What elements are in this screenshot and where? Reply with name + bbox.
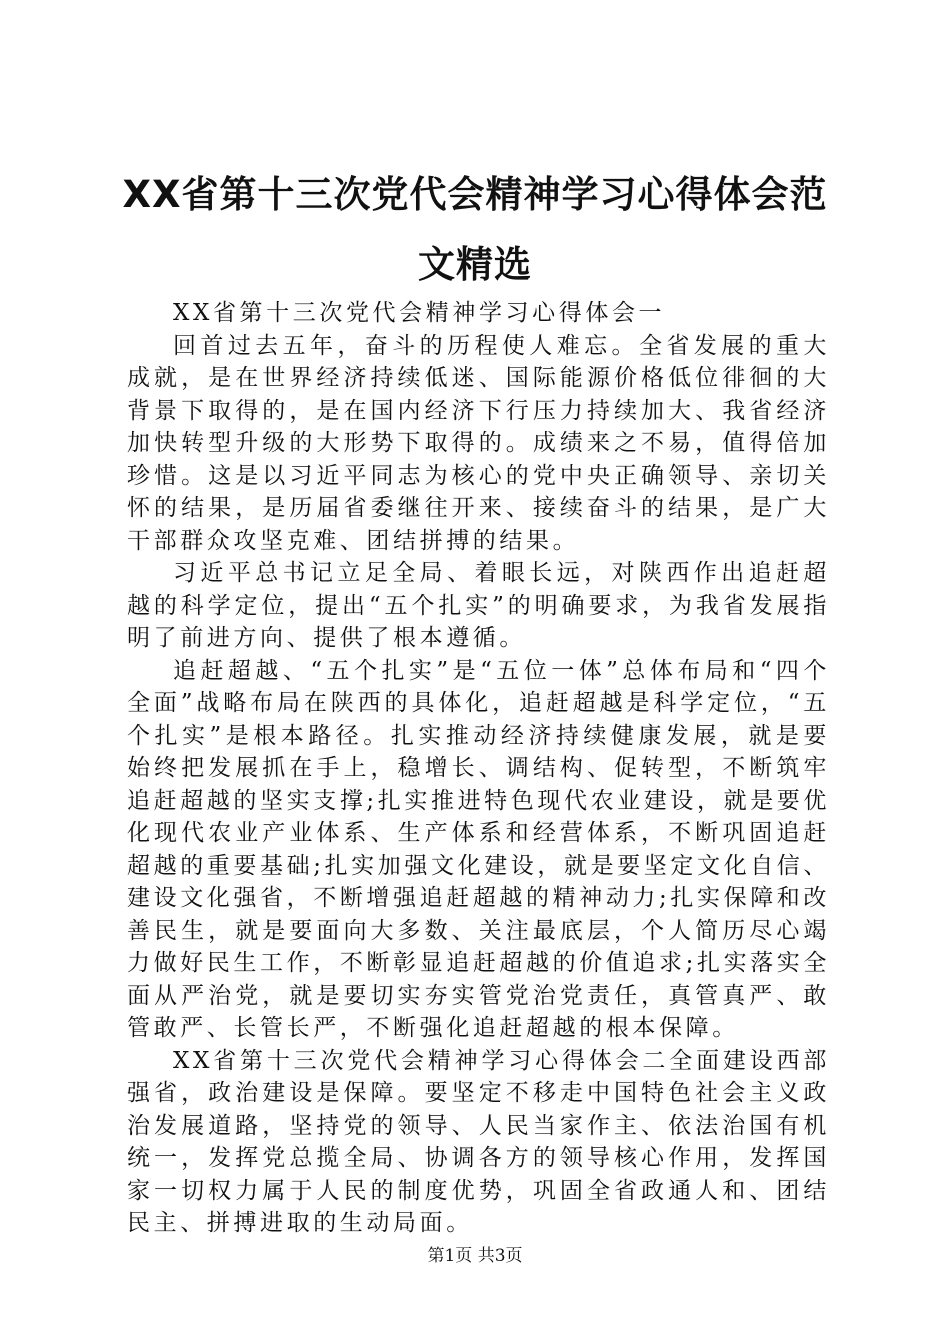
paragraph: XX省第十三次党代会精神学习心得体会二全面建设西部强省，政治建设是保障。要坚定不移走中国特色社会主义政治发展道路，坚持党的领导、人民当家作主、依法治国有机统一，发挥党总揽全局、协调各方的领导核心作用，发挥国家一切权力属于人民的制度优势，巩固全省政通人和、团结民主、拼搏进取的生动局面。 <box>127 1047 830 1236</box>
section-heading-1: XX省第十三次党代会精神学习心得体会一 <box>173 300 666 326</box>
paragraph: 追赶超越、“五个扎实”是“五位一体”总体布局和“四个全面”战略布局在陕西的具体化，追赶超越是科学定位，“五个扎实”是根本路径。扎实推动经济持续健康发展，就是要始终把发展抓在手上，稳增长、调结构、促转型，不断筑牢追赶超越的坚实支撑;扎实推进特色现代农业建设，就是要优化现代农业产业体系、生产体系和经营体系，不断巩固追赶超越的重要基础;扎实加强文化建设，就是要坚定文化自信、建设文化强省，不断增强追赶超越的精神动力;扎实保障和改善民生，就是要面向大多数、关注最底层，个人简历尽心竭力做好民生工作，不断彰显追赶超越的价值追求;扎实落实全面从严治党，就是要切实夯实管党治党责任，真管真严、敢管敢严、长管长严，不断强化追赶超越的根本保障。 <box>127 657 830 1041</box>
paragraph: 回首过去五年，奋斗的历程使人难忘。全省发展的重大成就，是在世界经济持续低迷、国际能源价格低位徘徊的大背景下取得的，是在国内经济下行压力持续加大、我省经济加快转型升级的大形势下取得的。成绩来之不易，值得倍加珍惜。这是以习近平同志为核心的党中央正确领导、亲切关怀的结果，是历届省委继往开来、接续奋斗的结果，是广大干部群众攻坚克难、团结拼搏的结果。 <box>127 332 830 554</box>
document-body <box>127 297 830 1240</box>
document-title: XX省第十三次党代会精神学习心得体会范文精选 <box>122 173 828 286</box>
page-number-footer: 第1页 共3页 <box>427 1246 523 1266</box>
paragraph: 习近平总书记立足全局、着眼长远，对陕西作出追赶超越的科学定位，提出“五个扎实”的明确要求，为我省发展指明了前进方向、提供了根本遵循。 <box>127 560 830 651</box>
